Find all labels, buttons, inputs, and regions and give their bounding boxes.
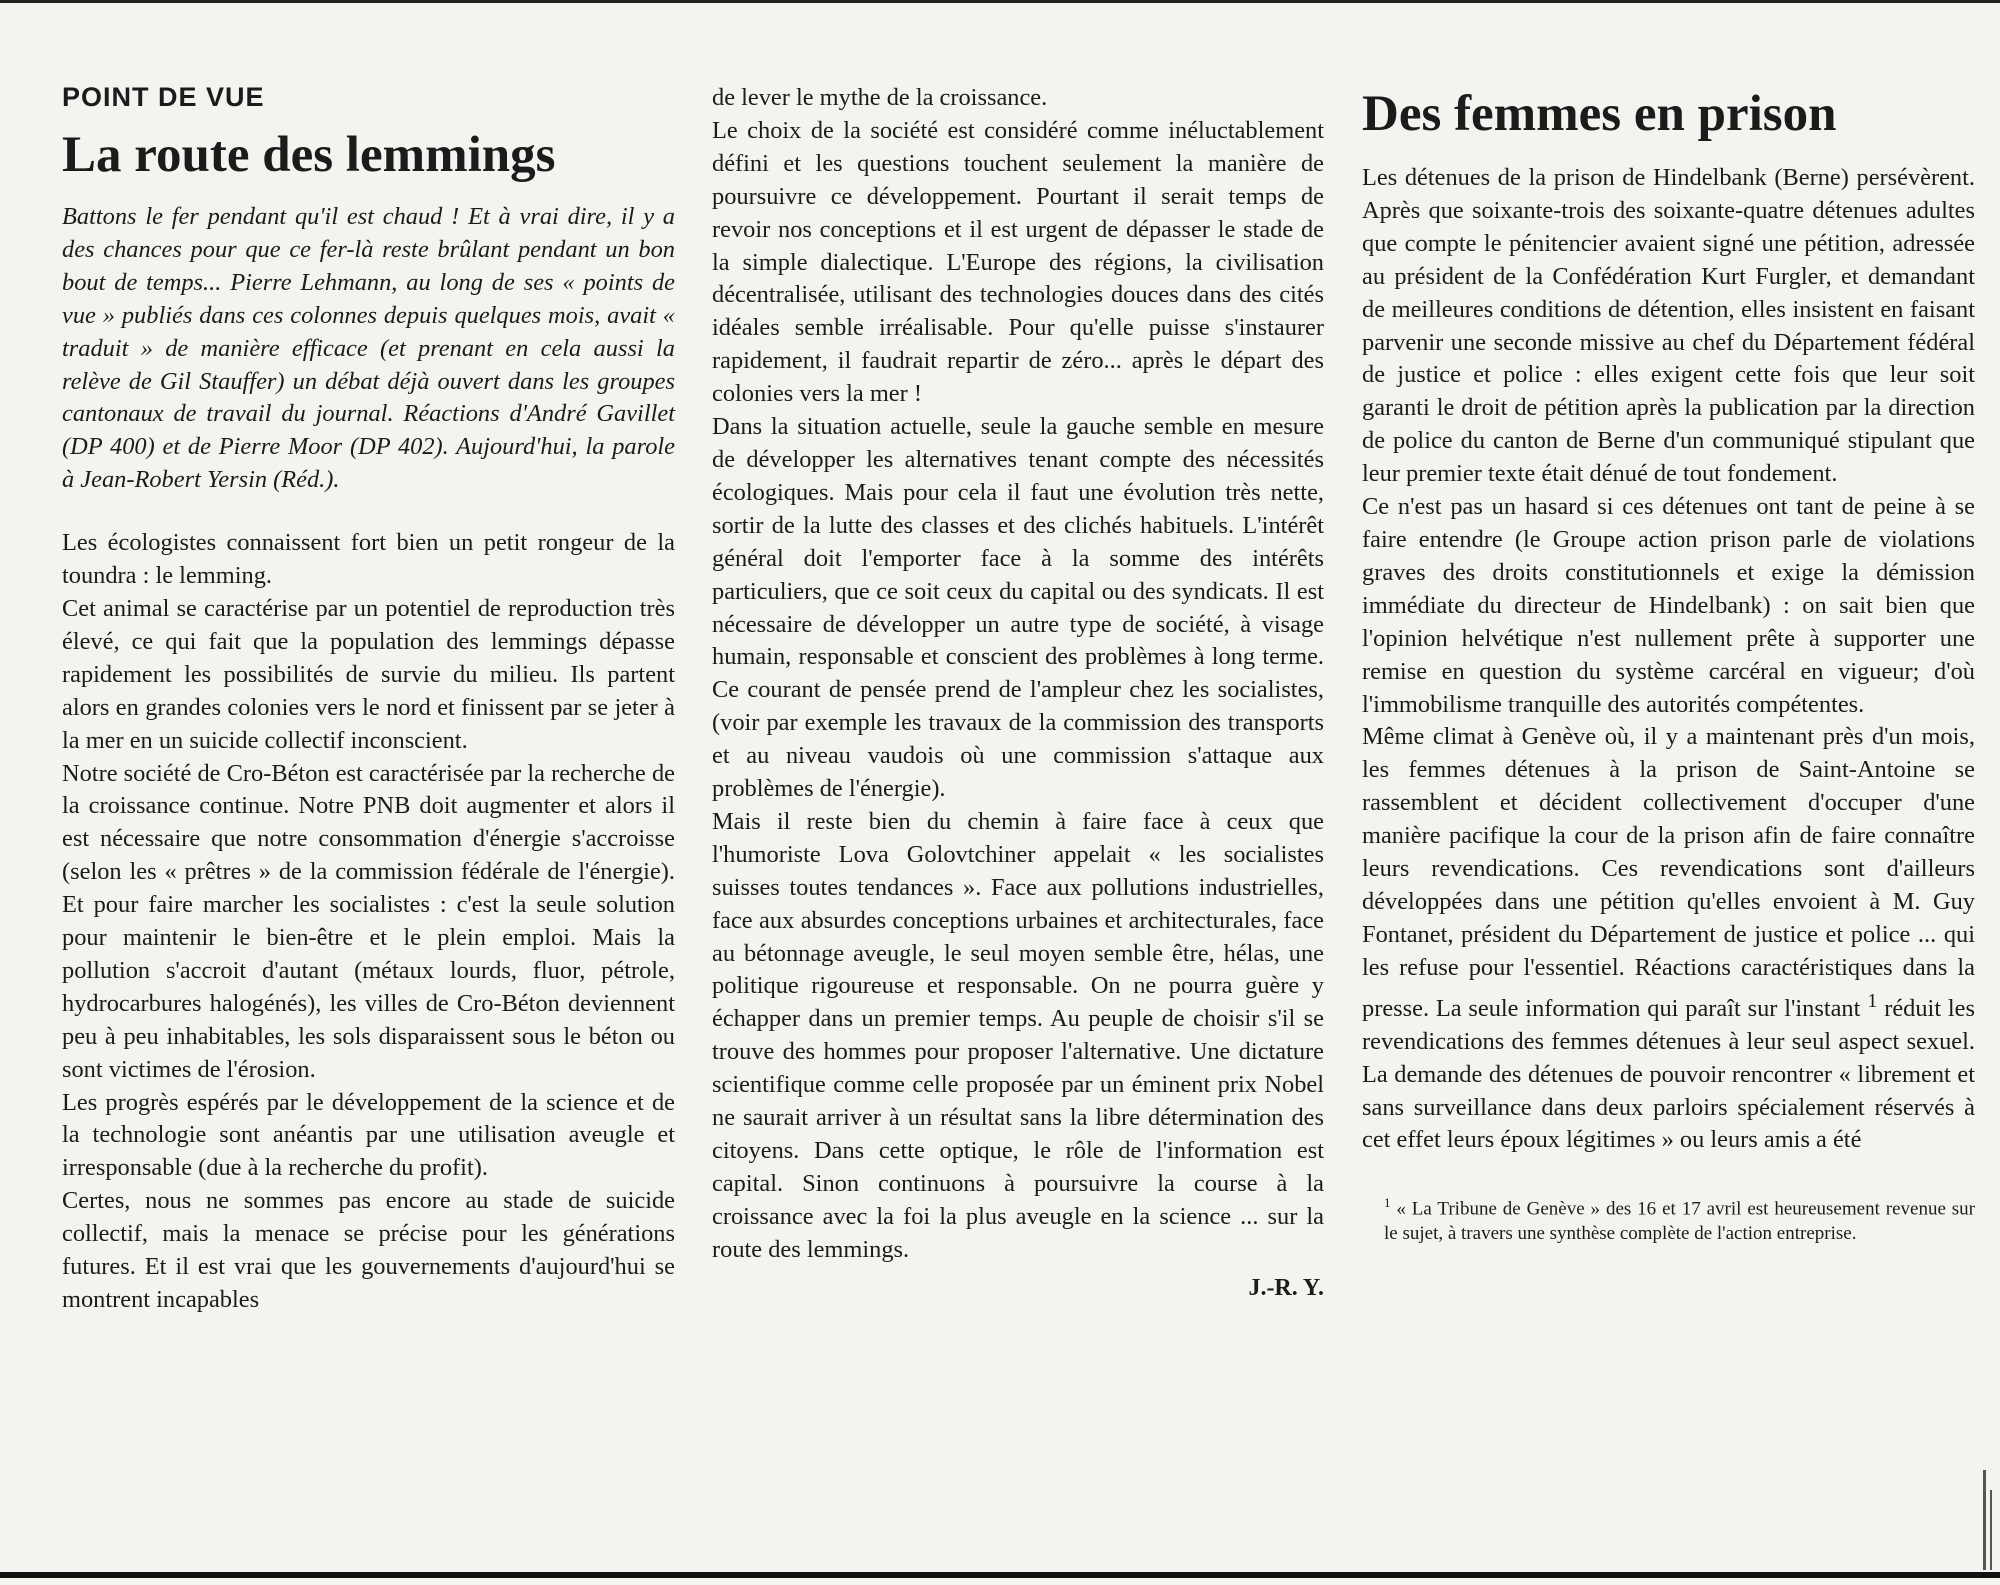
column-middle [712, 82, 1324, 1302]
paragraph: Dans la situation actuelle, seule la gauche semble en mesure de développer les alternatives tenant compte des nécessités écologiques. Mais pour cela il faut une évolution très nette, sortir de la lutte des classes et des clichés habituels. L'intérêt général doit l'emporter face à la somme des intérêts particuliers, que ce soit ceux du capital ou des syndicats. Il est nécessaire de développer un autre type de société, à visage humain, responsable et conscient des problèmes à long terme. Ce courant de pensée prend de l'ampleur chez les socialistes, (voir par exemple les travaux de la commission des transports et au niveau vaudois où une commission s'attaque aux problèmes de l'énergie). [712, 413, 1324, 803]
column-left [62, 78, 675, 1317]
paragraph: Notre société de Cro-Béton est caractérisée par la recherche de la croissance continue. Notre PNB doit augmenter et alors il est nécessaire que notre consommation d'énergie s'accroisse (selon les « prêtres » de la commission fédérale de l'énergie). Et pour faire marcher les socialistes : c'est la seule solution pour maintenir le bien-être et le plein emploi. Mais la pollution s'accroit d'autant (métaux lourds, fluor, pétrole, hydrocarbures halogénés), les villes de Cro-Béton deviennent peu à peu inhabitables, les sols disparaissent sous le béton ou sont victimes de l'érosion. [62, 759, 675, 1083]
paragraph-text: réduit les revendications des femmes détenues à leur seul aspect sexuel. La demande des détenues de pouvoir rencontrer « librement et sans surveillance dans deux parloirs spécialement réservés à cet effet leurs époux légitimes » ou leurs amis a été [1362, 994, 1975, 1154]
paragraph: Les détenues de la prison de Hindelbank (Berne) persévèrent. Après que soixante-trois des soixante-quatre détenues adultes que compte le pénitencier avaient signé une pétition, adressée au président de la Confédération Kurt Furgler, et demandant de meilleures conditions de détention, elles insistent en faisant parvenir une seconde missive au chef du Département fédéral de justice et police : elles exigent cette fois que leur soit garanti le droit de pétition après la publication par la direction de police du canton de Berne d'un communiqué stipulant que leur premier texte était dénué de tout fondement. [1362, 164, 1975, 488]
footnote [1362, 1191, 1975, 1245]
paragraph: Ce n'est pas un hasard si ces détenues ont tant de peine à se faire entendre (le Groupe action prison parle de violations graves des droits constitutionnels et exige la démission immédiate du directeur de Hindelbank) : on sait bien que l'opinion helvétique n'est nullement prête à supporter une remise en question du système carcéral en vigueur; d'où l'immobilisme tranquille des autorités compétentes. [1362, 493, 1975, 718]
paragraph: Mais il reste bien du chemin à faire face à ceux que l'humoriste Lova Golovtchiner appelait « les socialistes suisses toutes tendances ». Face aux pollutions industrielles, face aux absurdes conceptions urbaines et architecturales, face au bétonnage aveugle, le seul moyen semble être, hélas, une politique rigoureuse et responsable. On ne pourra guère y échapper dans un premier temps. Au peuple de choisir s'il se trouve des hommes pour proposer l'alternative. Une dictature scientifique comme celle proposée par un éminent prix Nobel ne saurait arriver à un résultat sans la libre détermination des citoyens. Dans cette optique, le rôle de l'information est capital. Sinon continuons à poursuivre la course à la croissance avec la foi la plus aveugle en la science ... sur la route des lemmings. [712, 807, 1324, 1263]
paragraph: Certes, nous ne sommes pas encore au stade de suicide collectif, mais la menace se précise pour les générations futures. Et il est vrai que les gouvernements d'aujourd'hui se montrent incapables [62, 1187, 675, 1313]
paragraph-text: Même climat à Genève où, il y a maintenant près d'un mois, les femmes détenues à la prison de Saint-Antoine se rassemblent et décident collectivement d'occuper d'une manière pacifique la cour de la prison afin de faire connaître leurs revendications. Ces revendications sont d'ailleurs développées dans une pétition qu'elles envoient à M. Guy Fontanet, président du Département de justice et police ... qui les refuse pour l'essentiel. Réactions caractéristiques dans la presse. La seule information qui paraît sur l'instant [1362, 723, 1975, 1022]
paragraph: Les progrès espérés par le développement de la science et de la technologie sont anéantis par une utilisation aveugle et irresponsable (due à la recherche du profit). [62, 1088, 675, 1182]
column-right [1362, 78, 1975, 1246]
section-kicker: POINT DE VUE [62, 82, 265, 112]
author-signature: J.-R. Y. [1248, 1274, 1324, 1301]
paragraph: de lever le mythe de la croissance. [712, 84, 1048, 111]
footnote-number: 1 [1384, 1195, 1391, 1211]
paragraph: Les écologistes connaissent fort bien un petit rongeur de la toundra : le lemming. [62, 529, 675, 590]
scan-edge-mark [1983, 1470, 1986, 1570]
paragraph: Cet animal se caractérise par un potentiel de reproduction très élevé, ce qui fait que la population des lemmings dépasse rapidement les possibilités de survie du milieu. Ils partent alors en grandes colonies vers le nord et finissent par se jeter à la mer en un suicide collectif inconscient. [62, 594, 675, 754]
article-title-lemmings: La route des lemmings [62, 127, 556, 183]
article-intro: Battons le fer pendant qu'il est chaud ! Et à vrai dire, il y a des chances pour que ce fer-là reste brûlant pendant un bon bout de temps... Pierre Lehmann, au long de ses « points de vue » publiés dans ces colonnes depuis quelques mois, avait « traduit » de manière efficace (et prenant en cela aussi la relève de Gil Stauffer) un débat déjà ouvert dans les groupes cantonaux de travail du journal. Réactions d'André Gavillet (DP 400) et de Pierre Moor (DP 402). Aujourd'hui, la parole à Jean-Robert Yersin (Réd.). [62, 203, 675, 494]
top-rule [0, 0, 2000, 3]
bottom-rule [0, 1572, 2000, 1578]
paragraph [1362, 721, 1975, 1157]
footnote-text: « La Tribune de Genève » des 16 et 17 avril est heureusement revenue sur le sujet, à travers une synthèse complète de l'action entreprise. [1384, 1198, 1975, 1244]
scan-edge-mark [1990, 1490, 1992, 1570]
article-title-prison: Des femmes en prison [1362, 86, 1837, 142]
footnote-reference: 1 [1867, 989, 1878, 1012]
paragraph: Le choix de la société est considéré comme inéluctablement défini et les questions touchent seulement la manière de poursuivre ce développement. Pourtant il serait temps de revoir nos conceptions et il est urgent de dépasser le stade de la simple dialectique. L'Europe des régions, la civilisation décentralisée, utilisant des technologies douces dans des cités idéales semble irréalisable. Pour qu'elle puisse s'instaurer rapidement, il faudrait repartir de zéro... après le départ des colonies vers la mer ! [712, 116, 1324, 408]
